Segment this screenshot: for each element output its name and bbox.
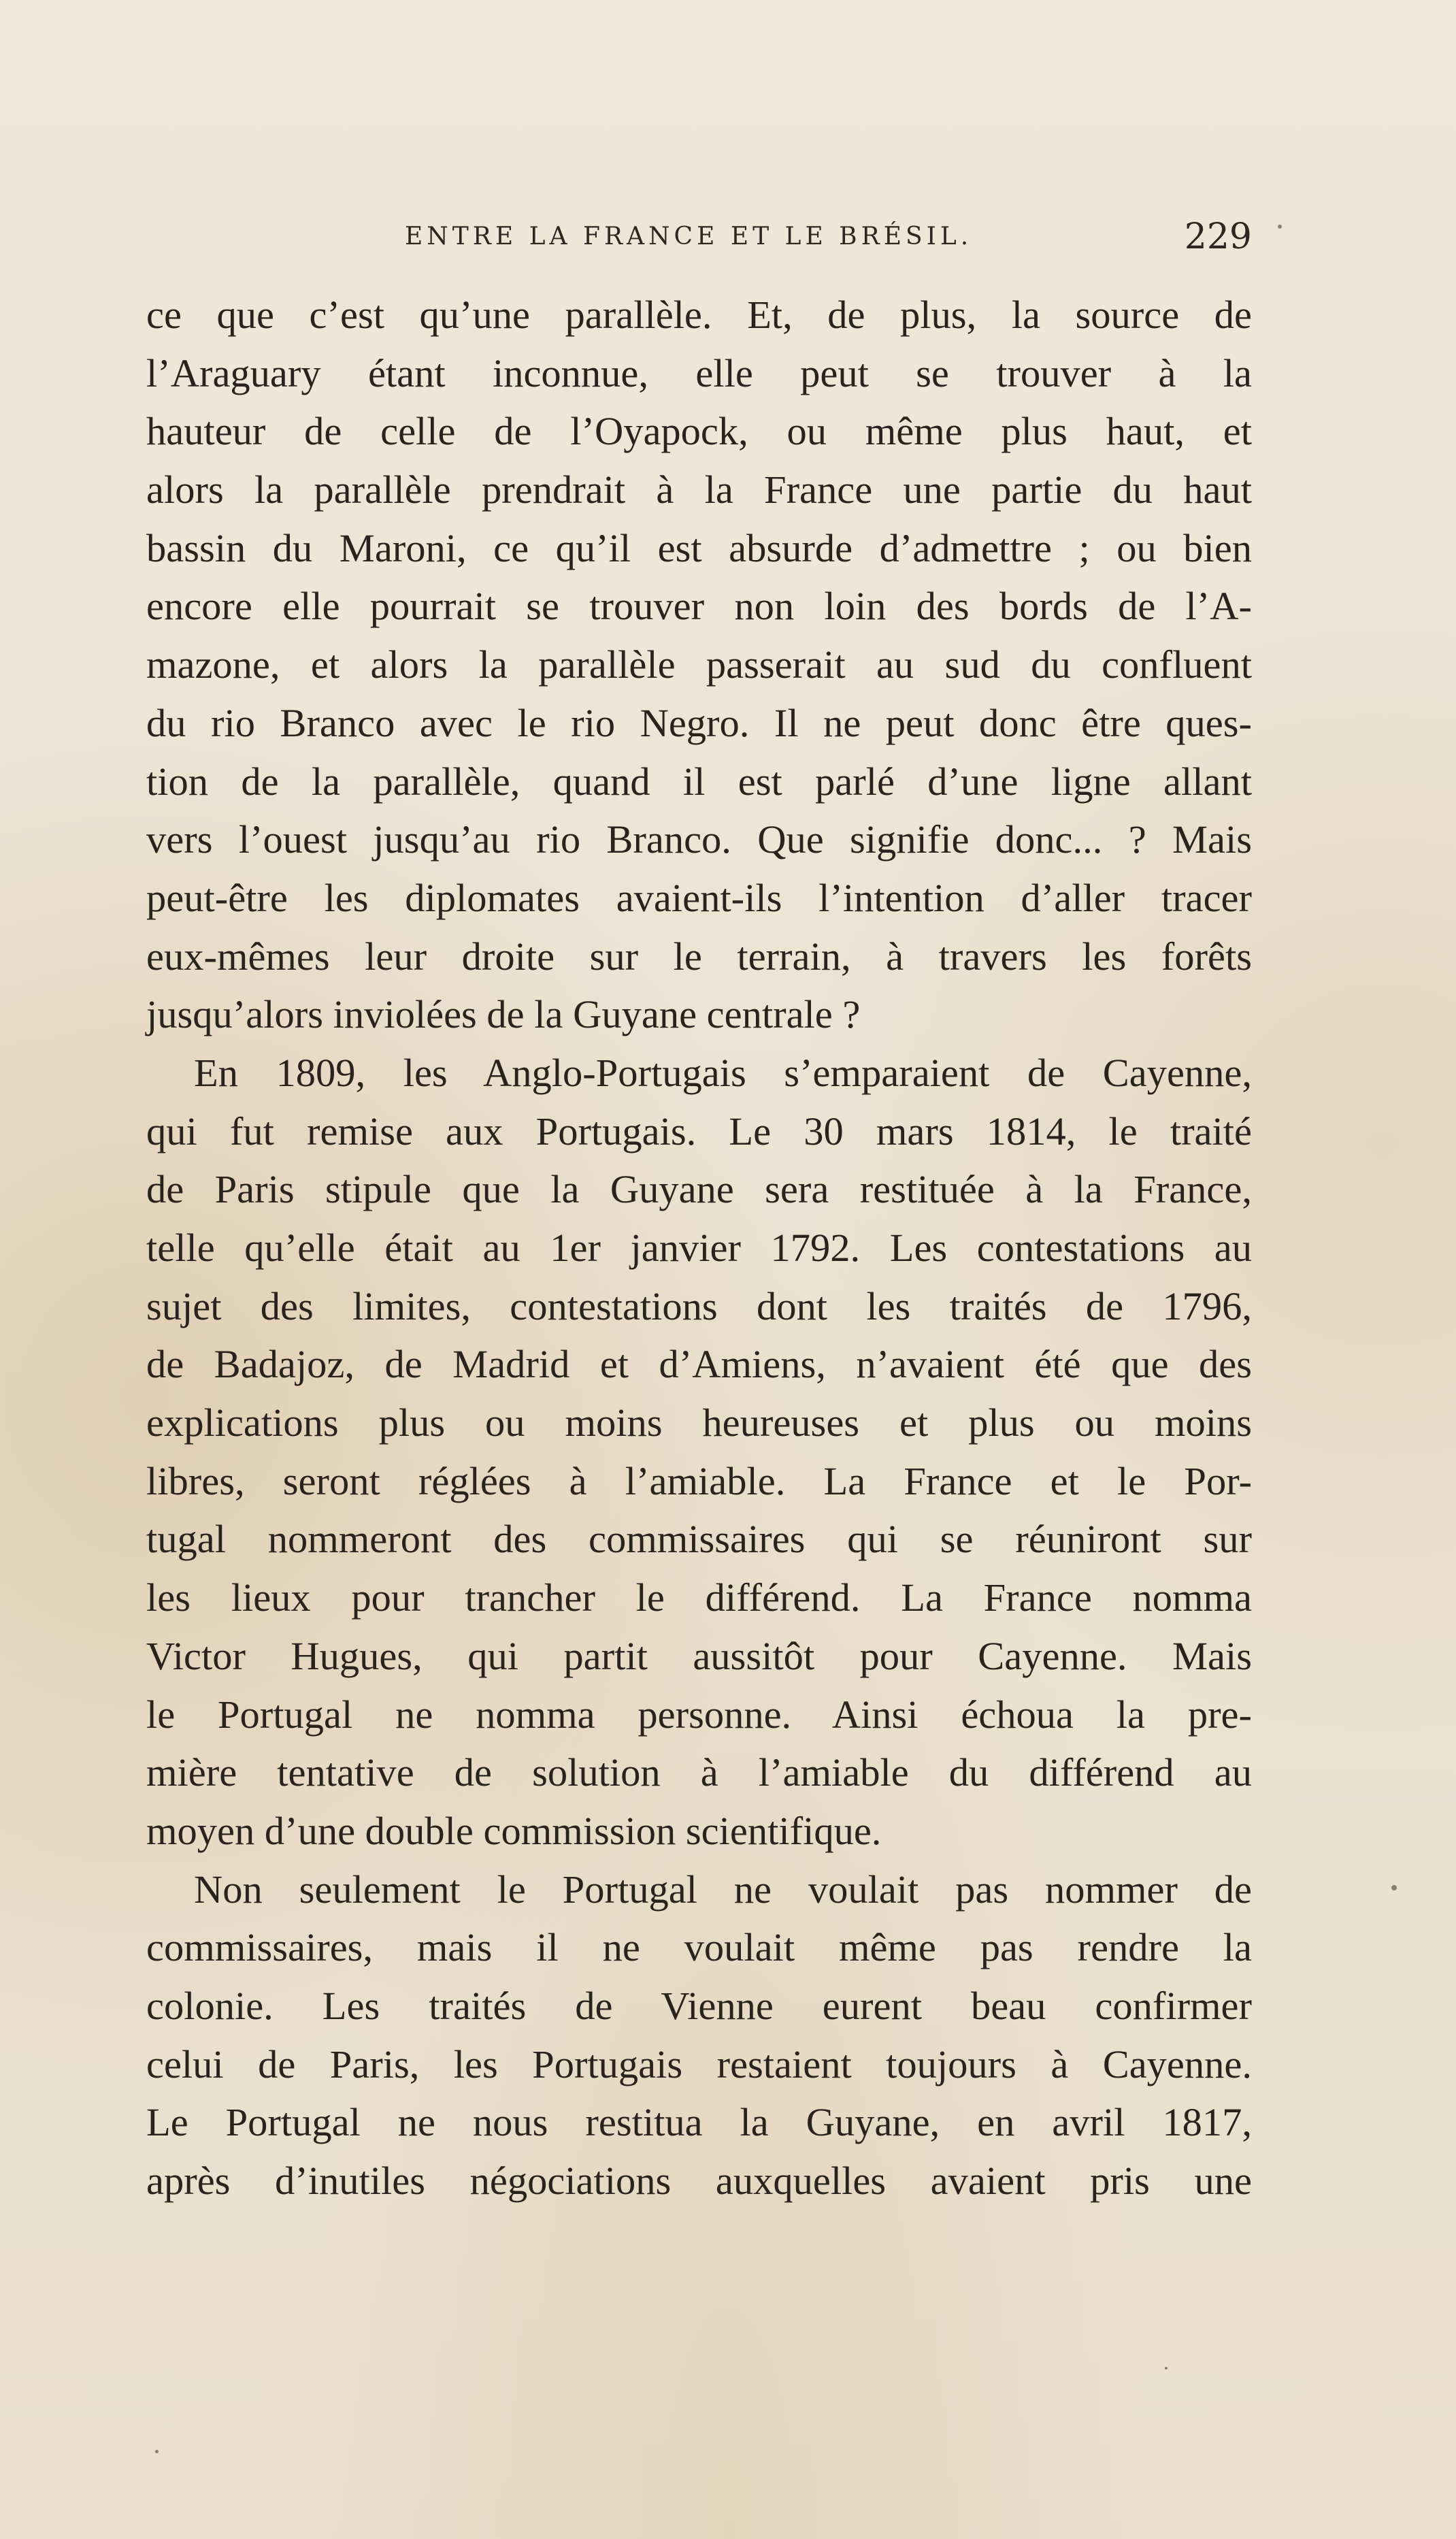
text-line: celui de Paris, les Portugais restaient toujours à Cayenne. <box>146 2042 1252 2086</box>
paragraph-start-line: En 1809, les Anglo-Portugais s’emparaient de Cayenne, <box>194 1050 1252 1095</box>
text-line: Victor Hugues, qui partit aussitôt pour Cayenne. Mais <box>146 1633 1252 1678</box>
text-line: tion de la parallèle, quand il est parlé d’une ligne allant <box>146 759 1252 804</box>
text-line: tugal nommeront des commissaires qui se réuniront sur <box>146 1517 1252 1562</box>
paper-speck <box>1391 1885 1397 1890</box>
text-line: hauteur de celle de l’Oyapock, ou même plus haut, et <box>146 409 1252 454</box>
running-head <box>146 216 1252 257</box>
text-line: mière tentative de solution à l’amiable du différend au <box>146 1750 1252 1795</box>
paper-speck <box>1165 2367 1168 2370</box>
running-title: ENTRE LA FRANCE ET LE BRÉSIL. <box>405 223 973 250</box>
page-number: 229 <box>1184 216 1252 257</box>
text-line: après d’inutiles négociations auxquelles avaient pris une <box>146 2159 1252 2203</box>
text-line: l’Araguary étant inconnue, elle peut se trouver à la <box>146 350 1252 395</box>
text-line: explications plus ou moins heureuses et plus ou moins <box>146 1400 1252 1445</box>
paragraph-end-line: jusqu’alors inviolées de la Guyane centrale ? <box>146 992 861 1037</box>
text-line: du rio Branco avec le rio Negro. Il ne peut donc être ques- <box>146 700 1252 745</box>
text-line: libres, seront réglées à l’amiable. La France et le Por- <box>146 1458 1252 1503</box>
text-line: mazone, et alors la parallèle passerait au sud du confluent <box>146 642 1252 687</box>
text-line: bassin du Maroni, ce qu’il est absurde d’admettre ; ou bien <box>146 525 1252 570</box>
text-line: commissaires, mais il ne voulait même pas rendre la <box>146 1925 1252 1970</box>
text-line: le Portugal ne nomma personne. Ainsi échoua la pre- <box>146 1692 1252 1737</box>
text-line: sujet des limites, contestations dont les traités de 1796, <box>146 1283 1252 1328</box>
text-line: ce que c’est qu’une parallèle. Et, de plus, la source de <box>146 293 1252 337</box>
text-line: vers l’ouest jusqu’au rio Branco. Que signifie donc... ? Mais <box>146 817 1252 862</box>
paragraph-end-line: moyen d’une double commission scientifique. <box>146 1808 882 1853</box>
paragraph-start-line: Non seulement le Portugal ne voulait pas nommer de <box>194 1867 1252 1912</box>
paper-speck <box>1278 225 1282 229</box>
text-line: encore elle pourrait se trouver non loin des bords de l’A- <box>146 584 1252 629</box>
body-text <box>146 286 1252 2210</box>
text-line: peut-être les diplomates avaient-ils l’intention d’aller tracer <box>146 875 1252 920</box>
text-line: telle qu’elle était au 1er janvier 1792. Les contestations au <box>146 1226 1252 1270</box>
text-line: de Paris stipule que la Guyane sera restituée à la France, <box>146 1167 1252 1212</box>
text-line: qui fut remise aux Portugais. Le 30 mars 1814, le traité <box>146 1109 1252 1153</box>
text-line: alors la parallèle prendrait à la France une partie du haut <box>146 468 1252 512</box>
text-line: eux-mêmes leur droite sur le terrain, à travers les forêts <box>146 934 1252 979</box>
text-line: de Badajoz, de Madrid et d’Amiens, n’avaient été que des <box>146 1342 1252 1387</box>
text-line: les lieux pour trancher le différend. La France nomma <box>146 1575 1252 1620</box>
text-line: colonie. Les traités de Vienne eurent beau confirmer <box>146 1983 1252 2028</box>
paper-speck <box>155 2450 159 2453</box>
text-line: Le Portugal ne nous restitua la Guyane, en avril 1817, <box>146 2100 1252 2145</box>
